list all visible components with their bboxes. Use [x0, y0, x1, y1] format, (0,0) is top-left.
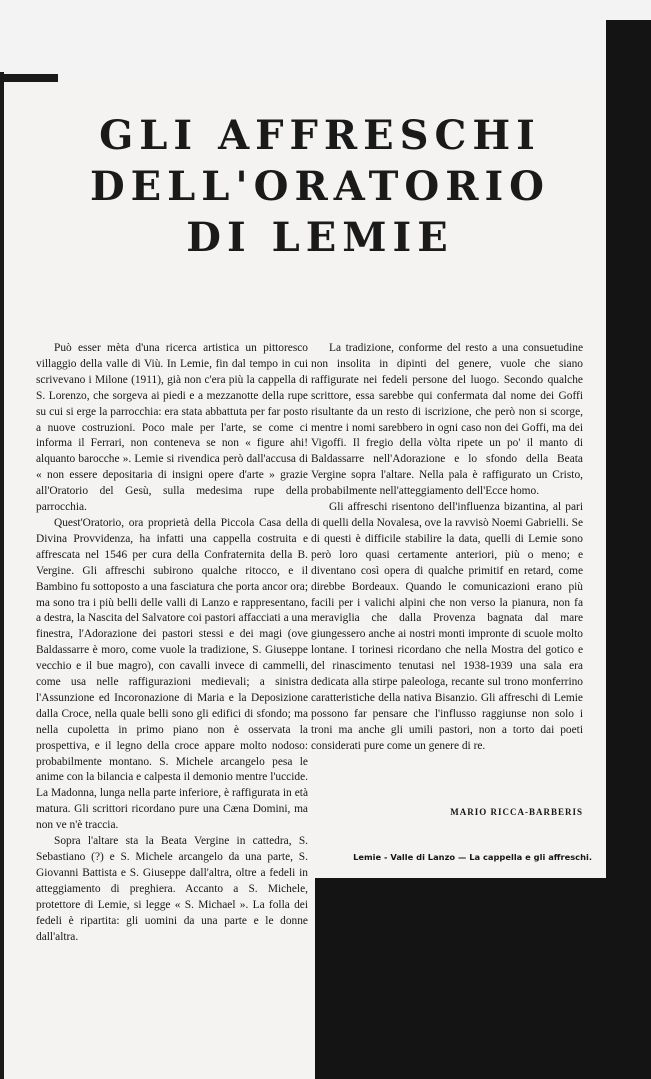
photo-caption: Lemie - Valle di Lanzo — La cappella e gli affreschi.: [353, 852, 592, 862]
page-edge-top-shadow: [0, 74, 58, 82]
paragraph: Quest'Oratorio, ora proprietà della Piccola Casa della Divina Provvidenza, ha infatti una cappella costruita e affrescata nel 1546 per cura della Confraternita della B. Vergine. Gli affreschi subirono qualche ritocco, e il Bambino fu sottoposto a una fasciatura che porta ancor ora; ma sono tra i più belli delle valli di Lanzo e rappresentano, a destra, la Nascita del Salvatore coi pastori affacciati a una finestra, l'Adorazione dei pastori stessi e dei magi (ove Baldassarre è moro, come vuole la tradizione, S. Giuseppe vecchio e il bue magro), con cavalli invece di cammelli, come usa nelle raffigurazioni medievali; a sinistra l'Assunzione ed Incoronazione di Maria e la Deposizione dalla Croce, nella quale belli sono gli edifici di sfondo; ma nella cupoletta in primo piano non è osservata la prospettiva, e il legno della croce appare molto nodoso: probabilmente montano. S. Michele arcangelo pesa le anime con la bilancia e calpesta il demonio mentre l'uccide. La Madonna, lunga nella parte inferiore, è raffigurata in età matura. Gli scrittori ricordano pure una Cæna Domini, ma non ve n'è traccia.: [36, 516, 308, 832]
photo-block: [315, 878, 651, 1079]
author-signature: MARIO RICCA-BARBERIS: [450, 807, 583, 817]
paragraph: Sopra l'altare sta la Beata Vergine in cattedra, S. Sebastiano (?) e S. Michele arcangelo da una parte, S. Giovanni Battista e S. Giuseppe dall'altra, oltre a fedeli in atteggiamento di preghiera. Accanto a S. Michele, protettore di Lemie, si legge « S. Michael ». La folla dei fedeli è ripartita: gli uomini da una parte e le donne dall'altra.: [36, 835, 308, 943]
right-column: [311, 341, 583, 755]
page-edge-left-shadow: [0, 72, 4, 1079]
title-line-3: DI LEMIE: [186, 214, 454, 261]
paragraph: Può esser mèta d'una ricerca artistica un pittoresco villaggio della valle di Viù. In Lemie, fin dal tempo in cui scrivevano i Milone (1911), già non c'era più la cappella di S. Lorenzo, che sorgeva ai piedi e a mezzanotte della rupe su cui si erge la parrocchia: era stata abbattuta per far posto a nuove costruzioni. Poco male per l'arte, se come ci informa il Ferrari, non conteneva se non « figure ahi! alquanto barocche ». Lemie si rivendica però dall'accusa di « non essere depositaria di insigni opere d'arte » grazie all'Oratorio del Gesù, sulla medesima rupe della parrocchia.: [36, 342, 308, 514]
article-title: [40, 110, 600, 263]
title-line-1: GLI AFFRESCHI: [99, 112, 541, 159]
paragraph: Gli affreschi risentono dell'influenza bizantina, al pari di quelli della Novalesa, ove la ravvisò Noemi Gabrielli. Se di questi è difficile stabilire la data, quelli di Lemie sono però loro quasi certamente anteriori, più o meno; e diventano così opera di qualche primitif en retard, come direbbe Bordeaux. Quando le comunicazioni erano più facili per i valichi alpini che non verso la pianura, non fa meraviglia che dalla Provenza bagnata dal mare giungessero anche ai nostri monti impronte di scuole molto lontane. I torinesi ricordano che nella Mostra del gotico e del rinascimento tenutasi nel 1938-1939 una sala era dedicata alla stirpe paleologa, recante sul trono monferrino caratteristiche della nativa Bisanzio. Gli affreschi di Lemie possono far pensare che l'influsso raggiunse non solo i troni ma anche gli umili pastori, non a torto dai poeti considerati pure come un genere di re.: [311, 501, 583, 752]
title-line-2: DELL'ORATORIO: [89, 163, 550, 210]
paragraph: La tradizione, conforme del resto a una consuetudine non insolita in dipinti del genere, vuole che siano raffigurate nei fedeli persone del luogo. Secondo qualche scrittore, essa sarebbe qui confermata dal nome dei Goffi risultante da un resto di iscrizione, che però non si scorge, mentre i nomi sarebbero in ogni caso non dei Goffi, ma dei Vigoffi. Il fregio della vòlta ripete un po' il manto di Baldassarre nell'Adorazione e lo sfondo della Beata Vergine sopra l'altare. Nella pala è raffigurato un Cristo, probabilmente nell'atteggiamento dell'Ecce homo.: [311, 342, 583, 498]
scan-top-margin: [0, 0, 651, 78]
left-column: [36, 341, 308, 945]
